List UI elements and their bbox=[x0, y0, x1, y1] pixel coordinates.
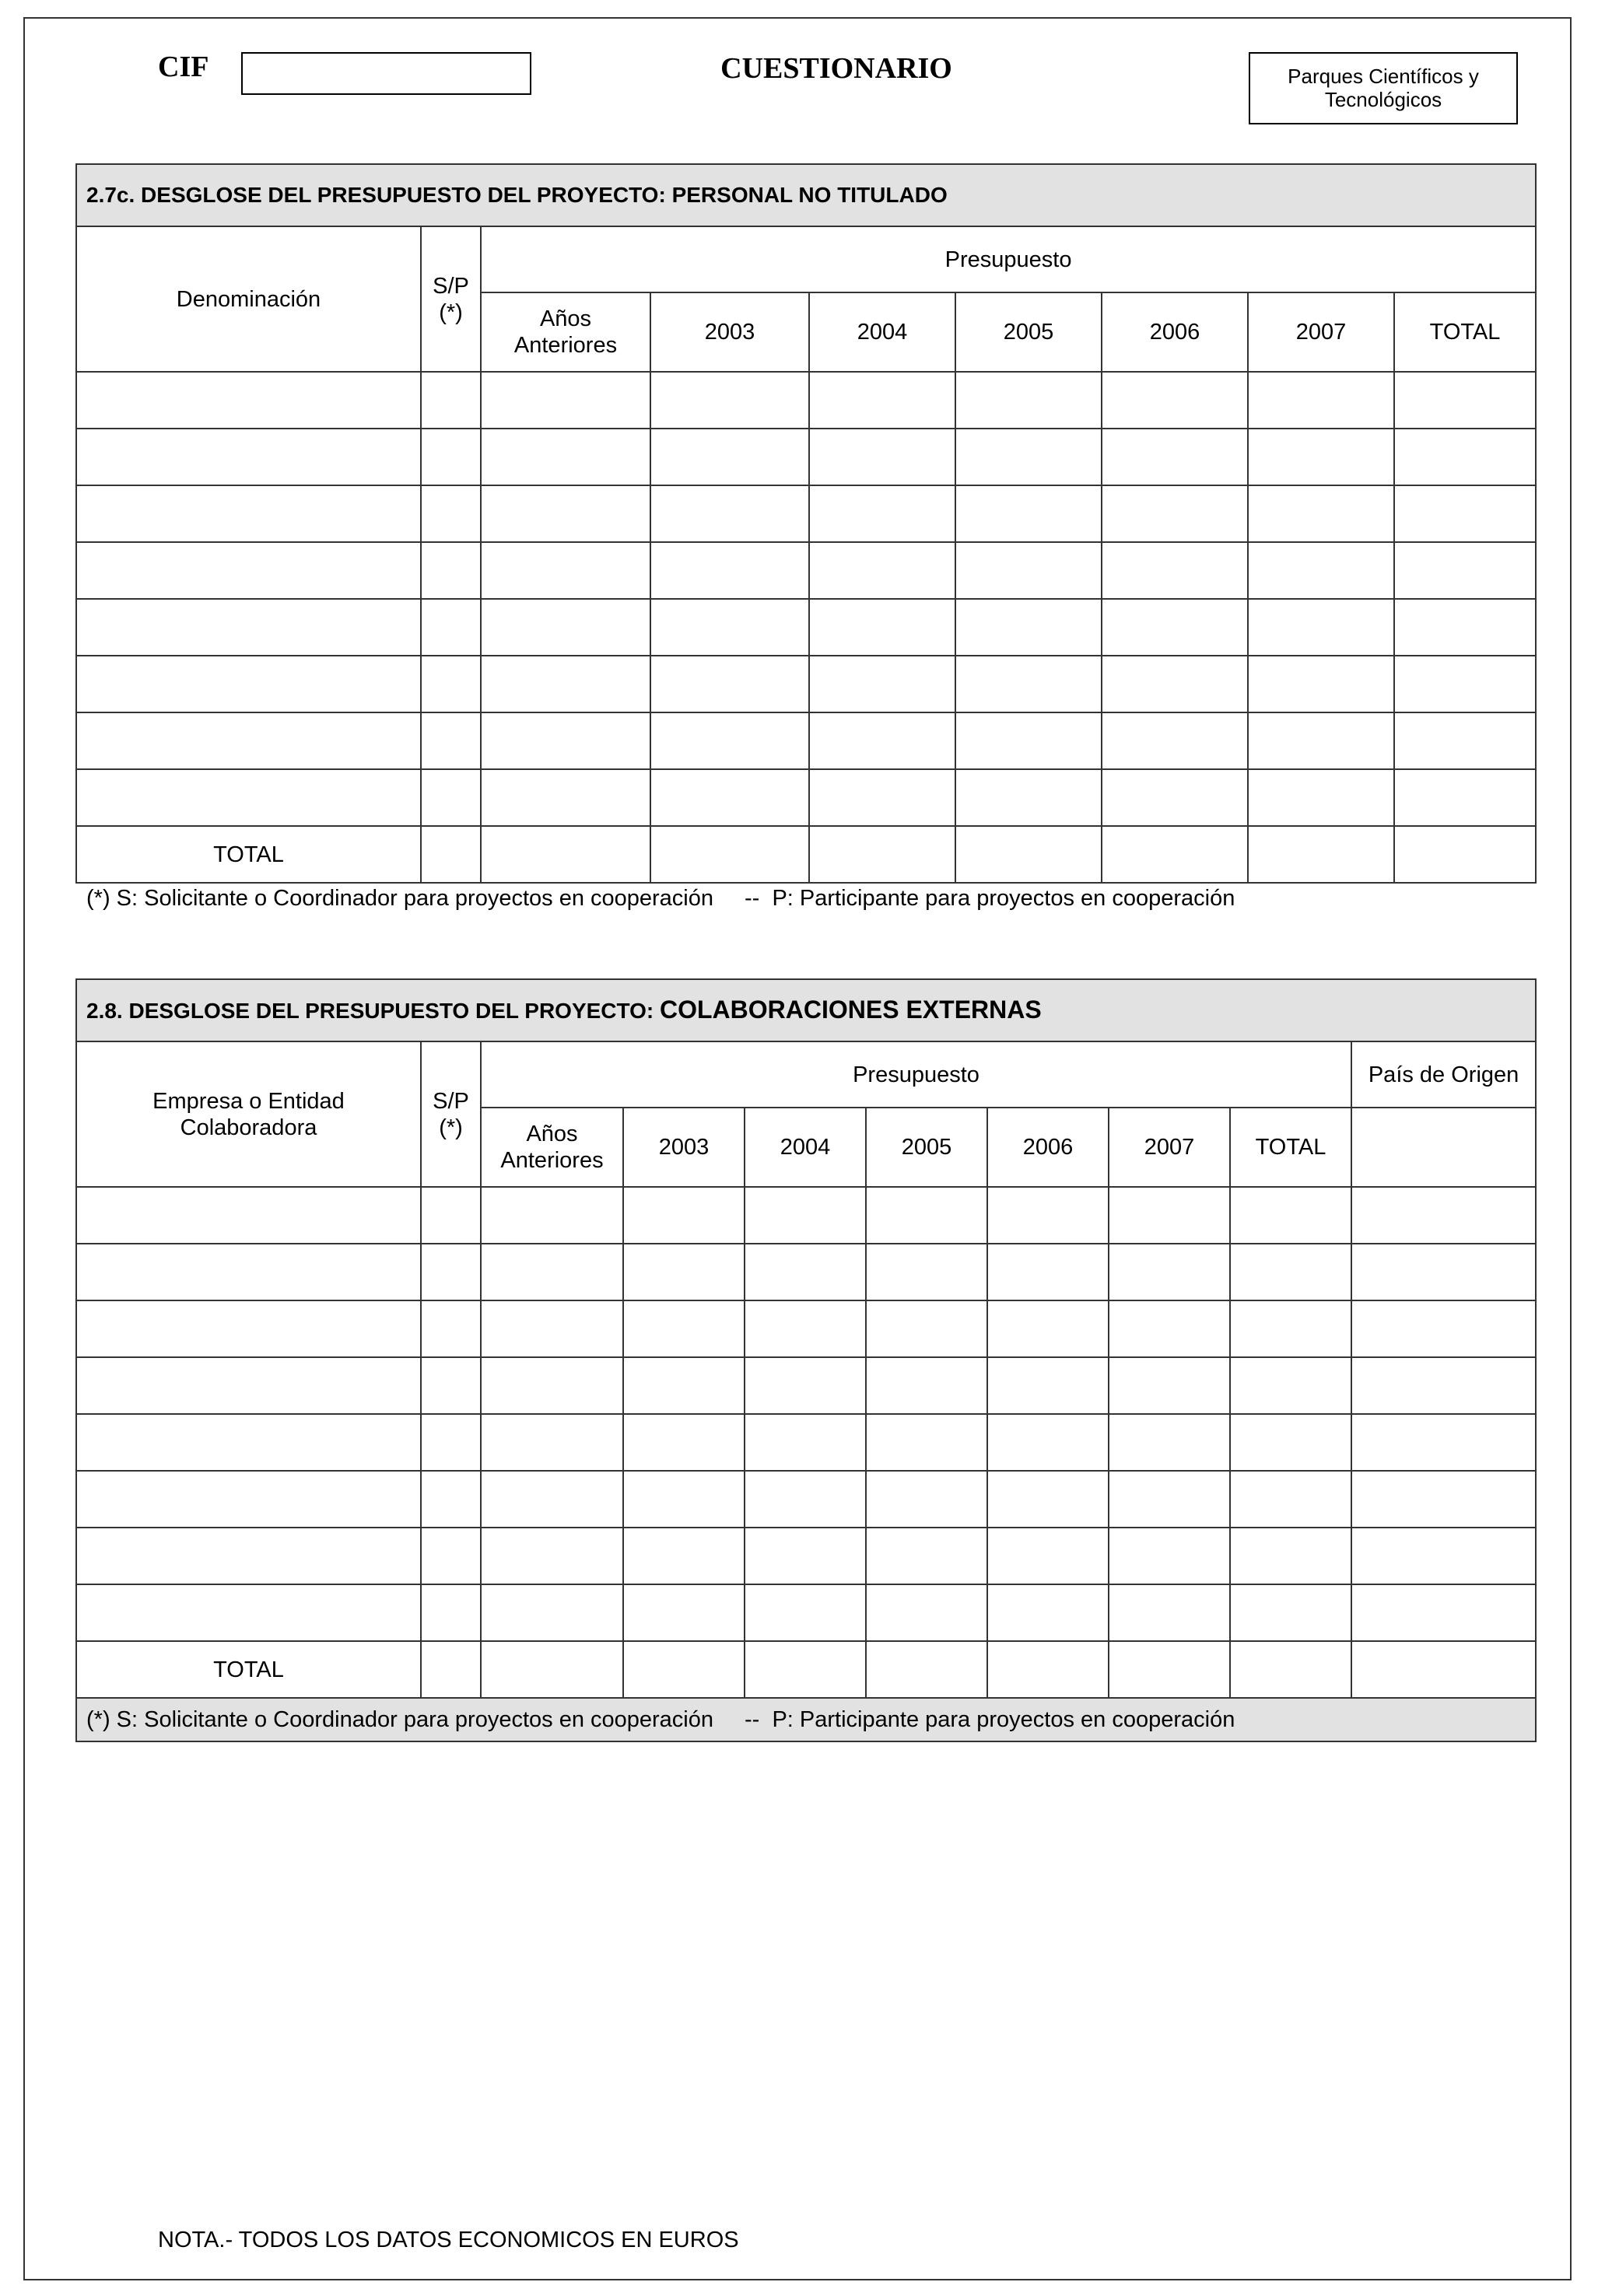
table-cell[interactable] bbox=[623, 1584, 745, 1641]
table-cell[interactable] bbox=[809, 599, 955, 656]
table-cell[interactable] bbox=[866, 1300, 987, 1357]
table-cell[interactable] bbox=[809, 542, 955, 599]
table-cell[interactable] bbox=[421, 1471, 481, 1528]
table-cell[interactable] bbox=[76, 429, 421, 485]
table-cell[interactable] bbox=[421, 1300, 481, 1357]
table-cell[interactable] bbox=[987, 1187, 1109, 1244]
header-sp-line1: S/P bbox=[433, 1088, 469, 1114]
table-body bbox=[76, 1187, 1536, 1641]
header-year-2007: 2007 bbox=[1109, 1108, 1230, 1187]
table-cell[interactable] bbox=[1394, 599, 1536, 656]
table-cell[interactable] bbox=[650, 599, 809, 656]
table-cell[interactable] bbox=[1394, 429, 1536, 485]
table-cell[interactable] bbox=[1109, 1471, 1230, 1528]
table-cell[interactable] bbox=[1230, 1187, 1351, 1244]
table-cell[interactable] bbox=[481, 1584, 623, 1641]
table-cell[interactable] bbox=[76, 656, 421, 712]
table-cell[interactable] bbox=[1394, 712, 1536, 769]
table-cell[interactable] bbox=[481, 1300, 623, 1357]
table-cell[interactable] bbox=[1394, 542, 1536, 599]
table-row bbox=[76, 1187, 1536, 1244]
table-cell[interactable] bbox=[809, 372, 955, 429]
table-cell[interactable] bbox=[809, 656, 955, 712]
footnote-p: P: Participante para proyectos en cooperación bbox=[772, 1707, 1235, 1732]
table-cell[interactable] bbox=[1230, 1584, 1351, 1641]
table-cell[interactable] bbox=[987, 1357, 1109, 1414]
table-cell[interactable] bbox=[1394, 656, 1536, 712]
header-empresa-line2: Colaboradora bbox=[180, 1115, 317, 1140]
table-cell[interactable] bbox=[1230, 1357, 1351, 1414]
table-total-row bbox=[76, 1641, 1536, 1698]
table-cell[interactable] bbox=[76, 1187, 421, 1244]
table-cell[interactable] bbox=[481, 372, 650, 429]
header-year-2003: 2003 bbox=[650, 292, 809, 372]
table-row bbox=[76, 485, 1536, 542]
header-pais-origen: País de Origen bbox=[1351, 1041, 1536, 1108]
table-cell[interactable] bbox=[421, 542, 481, 599]
table-cell[interactable] bbox=[421, 429, 481, 485]
table-cell[interactable] bbox=[481, 542, 650, 599]
table-cell[interactable] bbox=[1230, 1641, 1351, 1698]
table-cell[interactable] bbox=[1230, 1300, 1351, 1357]
table-cell[interactable] bbox=[1248, 826, 1394, 883]
table-cell[interactable] bbox=[955, 485, 1102, 542]
table-cell[interactable] bbox=[421, 1187, 481, 1244]
table-cell[interactable] bbox=[481, 656, 650, 712]
table-cell[interactable] bbox=[987, 1244, 1109, 1300]
table-cell[interactable] bbox=[76, 1471, 421, 1528]
table-row bbox=[76, 429, 1536, 485]
table-cell[interactable] bbox=[650, 712, 809, 769]
table-cell[interactable] bbox=[623, 1300, 745, 1357]
table-cell[interactable] bbox=[623, 1641, 745, 1698]
table-row bbox=[76, 1471, 1536, 1528]
table-cell[interactable] bbox=[623, 1414, 745, 1471]
table-cell[interactable] bbox=[1230, 1414, 1351, 1471]
table-cell[interactable] bbox=[809, 485, 955, 542]
section-title-suffix: COLABORACIONES EXTERNAS bbox=[660, 996, 1042, 1024]
table-cell[interactable] bbox=[1248, 372, 1394, 429]
table-cell[interactable] bbox=[650, 429, 809, 485]
table-cell[interactable] bbox=[1102, 485, 1248, 542]
table-cell[interactable] bbox=[1351, 1414, 1536, 1471]
header-anos-anteriores bbox=[481, 1108, 623, 1187]
table-cell[interactable] bbox=[1102, 429, 1248, 485]
table-cell[interactable] bbox=[955, 599, 1102, 656]
footer-note: NOTA.- TODOS LOS DATOS ECONOMICOS EN EUROS bbox=[158, 2228, 739, 2252]
table-cell[interactable] bbox=[1351, 1300, 1536, 1357]
table-cell[interactable] bbox=[1351, 1187, 1536, 1244]
table-cell[interactable] bbox=[421, 656, 481, 712]
table-cell[interactable] bbox=[481, 1187, 623, 1244]
table-cell[interactable] bbox=[745, 1414, 866, 1471]
cif-label: CIF bbox=[158, 51, 209, 83]
table-cell[interactable] bbox=[76, 1414, 421, 1471]
table-cell[interactable] bbox=[421, 485, 481, 542]
header-empresa bbox=[76, 1041, 421, 1187]
table-cell[interactable] bbox=[745, 1187, 866, 1244]
table-cell[interactable] bbox=[481, 1471, 623, 1528]
table-cell[interactable] bbox=[866, 1414, 987, 1471]
table-cell[interactable] bbox=[1351, 1471, 1536, 1528]
footnote-section1 bbox=[86, 886, 1235, 912]
table-cell[interactable] bbox=[421, 1528, 481, 1584]
table-row bbox=[76, 1300, 1536, 1357]
table-row bbox=[76, 712, 1536, 769]
table-cell[interactable] bbox=[76, 542, 421, 599]
stamp-line-2: Tecnológicos bbox=[1324, 88, 1442, 111]
table-cell[interactable] bbox=[955, 542, 1102, 599]
table-cell[interactable] bbox=[650, 769, 809, 826]
footnote-separator: -- bbox=[745, 886, 760, 911]
footnote-s: (*) S: Solicitante o Coordinador para proyectos en cooperación bbox=[86, 1707, 714, 1732]
table-cell[interactable] bbox=[623, 1244, 745, 1300]
program-stamp-box bbox=[1249, 52, 1518, 124]
header-anos-line1: Años bbox=[526, 1122, 578, 1146]
table-cell[interactable] bbox=[1109, 1187, 1230, 1244]
table-body bbox=[76, 372, 1536, 826]
table-cell[interactable] bbox=[745, 1244, 866, 1300]
header-year-2005: 2005 bbox=[955, 292, 1102, 372]
table-cell[interactable] bbox=[421, 599, 481, 656]
header-year-2004: 2004 bbox=[809, 292, 955, 372]
table-row bbox=[76, 1414, 1536, 1471]
table-cell[interactable] bbox=[1248, 769, 1394, 826]
header-denominacion: Denominación bbox=[76, 226, 421, 372]
table-total-row bbox=[76, 826, 1536, 883]
table-cell[interactable] bbox=[866, 1584, 987, 1641]
table-cell[interactable] bbox=[1248, 599, 1394, 656]
table-cell[interactable] bbox=[421, 826, 481, 883]
table-cell[interactable] bbox=[1102, 712, 1248, 769]
table-cell[interactable] bbox=[987, 1528, 1109, 1584]
table-cell[interactable] bbox=[745, 1528, 866, 1584]
table-row bbox=[76, 1528, 1536, 1584]
table-cell[interactable] bbox=[1351, 1641, 1536, 1698]
table-cell[interactable] bbox=[76, 599, 421, 656]
table-cell[interactable] bbox=[1102, 826, 1248, 883]
table-cell[interactable] bbox=[623, 1471, 745, 1528]
header-total: TOTAL bbox=[1230, 1108, 1351, 1187]
table-cell[interactable] bbox=[987, 1414, 1109, 1471]
stamp-line-1: Parques Científicos y bbox=[1288, 65, 1479, 88]
table-cell[interactable] bbox=[955, 712, 1102, 769]
table-cell[interactable] bbox=[76, 485, 421, 542]
table-cell[interactable] bbox=[421, 712, 481, 769]
table-cell[interactable] bbox=[481, 1244, 623, 1300]
header-year-2003: 2003 bbox=[623, 1108, 745, 1187]
table-cell[interactable] bbox=[866, 1244, 987, 1300]
table-cell[interactable] bbox=[866, 1357, 987, 1414]
budget-table-personal bbox=[75, 163, 1537, 884]
header-presupuesto: Presupuesto bbox=[481, 1041, 1351, 1108]
table-cell[interactable] bbox=[421, 1244, 481, 1300]
table-cell[interactable] bbox=[421, 372, 481, 429]
header-year-2004: 2004 bbox=[745, 1108, 866, 1187]
header-year-2006: 2006 bbox=[1102, 292, 1248, 372]
table-cell[interactable] bbox=[1102, 769, 1248, 826]
table-cell[interactable] bbox=[76, 712, 421, 769]
table-cell[interactable] bbox=[809, 712, 955, 769]
table-cell[interactable] bbox=[1102, 656, 1248, 712]
table-cell[interactable] bbox=[1394, 485, 1536, 542]
table-cell[interactable] bbox=[421, 1641, 481, 1698]
table-cell[interactable] bbox=[650, 826, 809, 883]
header-pais-blank bbox=[1351, 1108, 1536, 1187]
table-cell[interactable] bbox=[650, 372, 809, 429]
table-cell[interactable] bbox=[809, 826, 955, 883]
table-cell[interactable] bbox=[76, 372, 421, 429]
footnote-s: (*) S: Solicitante o Coordinador para proyectos en cooperación bbox=[86, 886, 714, 911]
table-cell[interactable] bbox=[1109, 1528, 1230, 1584]
table-cell[interactable] bbox=[1351, 1584, 1536, 1641]
section-title: 2.7c. DESGLOSE DEL PRESUPUESTO DEL PROYECTO: PERSONAL NO TITULADO bbox=[76, 164, 1536, 226]
table-row bbox=[76, 542, 1536, 599]
table-cell[interactable] bbox=[76, 1244, 421, 1300]
table-cell[interactable] bbox=[745, 1471, 866, 1528]
table-cell[interactable] bbox=[1102, 372, 1248, 429]
table-cell[interactable] bbox=[481, 826, 650, 883]
table-cell[interactable] bbox=[809, 769, 955, 826]
table-row bbox=[76, 769, 1536, 826]
table-cell[interactable] bbox=[866, 1187, 987, 1244]
table-row bbox=[76, 599, 1536, 656]
table-cell[interactable] bbox=[481, 1641, 623, 1698]
table-cell[interactable] bbox=[421, 1357, 481, 1414]
header-empresa-line1: Empresa o Entidad bbox=[152, 1088, 345, 1114]
table-cell[interactable] bbox=[987, 1641, 1109, 1698]
table-cell[interactable] bbox=[987, 1471, 1109, 1528]
table-cell[interactable] bbox=[866, 1471, 987, 1528]
footnote-separator: -- bbox=[745, 1707, 760, 1732]
table-cell[interactable] bbox=[955, 826, 1102, 883]
table-cell[interactable] bbox=[481, 769, 650, 826]
table-row bbox=[76, 1357, 1536, 1414]
section-title-prefix: 2.8. DESGLOSE DEL PRESUPUESTO DEL PROYECTO: bbox=[86, 999, 654, 1023]
table-cell[interactable] bbox=[481, 429, 650, 485]
header-sp-line1: S/P bbox=[433, 273, 469, 299]
table-cell[interactable] bbox=[866, 1641, 987, 1698]
table-row bbox=[76, 656, 1536, 712]
section-title bbox=[76, 979, 1536, 1041]
header-presupuesto: Presupuesto bbox=[481, 226, 1536, 292]
table-cell[interactable] bbox=[1109, 1414, 1230, 1471]
table-cell[interactable] bbox=[1109, 1641, 1230, 1698]
table-cell[interactable] bbox=[955, 656, 1102, 712]
table-cell[interactable] bbox=[1248, 485, 1394, 542]
table-cell[interactable] bbox=[481, 1528, 623, 1584]
header-anos-line2: Anteriores bbox=[500, 1148, 604, 1173]
table-cell[interactable] bbox=[955, 429, 1102, 485]
table-cell[interactable] bbox=[650, 656, 809, 712]
table-cell[interactable] bbox=[1248, 429, 1394, 485]
table-cell[interactable] bbox=[421, 1414, 481, 1471]
table-cell[interactable] bbox=[955, 769, 1102, 826]
table-cell[interactable] bbox=[1394, 826, 1536, 883]
header-sp bbox=[421, 1041, 481, 1187]
table-cell[interactable] bbox=[745, 1584, 866, 1641]
table-cell[interactable] bbox=[1248, 656, 1394, 712]
table-cell[interactable] bbox=[1351, 1357, 1536, 1414]
table-cell[interactable] bbox=[1230, 1244, 1351, 1300]
header-anos-line2: Anteriores bbox=[513, 333, 618, 358]
header-year-2006: 2006 bbox=[987, 1108, 1109, 1187]
table-row bbox=[76, 1244, 1536, 1300]
table-cell[interactable] bbox=[809, 429, 955, 485]
table-cell[interactable] bbox=[745, 1357, 866, 1414]
budget-table-colaboraciones bbox=[75, 978, 1537, 1742]
table-cell[interactable] bbox=[650, 542, 809, 599]
footnote-p: P: Participante para proyectos en cooperación bbox=[772, 886, 1235, 911]
table-cell[interactable] bbox=[421, 769, 481, 826]
table-cell[interactable] bbox=[481, 712, 650, 769]
table-cell[interactable] bbox=[745, 1300, 866, 1357]
table-cell[interactable] bbox=[650, 485, 809, 542]
total-row-label: TOTAL bbox=[76, 826, 421, 883]
table-cell[interactable] bbox=[987, 1584, 1109, 1641]
total-row-label: TOTAL bbox=[76, 1641, 421, 1698]
table-cell[interactable] bbox=[481, 599, 650, 656]
table-cell[interactable] bbox=[1109, 1244, 1230, 1300]
table-cell[interactable] bbox=[76, 1528, 421, 1584]
table-cell[interactable] bbox=[1109, 1300, 1230, 1357]
table-cell[interactable] bbox=[1248, 712, 1394, 769]
header-sp-line2: (*) bbox=[439, 299, 463, 325]
table-cell[interactable] bbox=[955, 372, 1102, 429]
table-row bbox=[76, 1584, 1536, 1641]
table-cell[interactable] bbox=[1109, 1357, 1230, 1414]
table-cell[interactable] bbox=[1230, 1528, 1351, 1584]
table-cell[interactable] bbox=[1394, 769, 1536, 826]
table-cell[interactable] bbox=[987, 1300, 1109, 1357]
table-cell[interactable] bbox=[1102, 542, 1248, 599]
table-cell[interactable] bbox=[1230, 1471, 1351, 1528]
header-sp-line2: (*) bbox=[439, 1115, 463, 1140]
table-cell[interactable] bbox=[76, 1584, 421, 1641]
table-cell[interactable] bbox=[745, 1641, 866, 1698]
table-cell[interactable] bbox=[481, 1414, 623, 1471]
table-cell[interactable] bbox=[1109, 1584, 1230, 1641]
table-cell[interactable] bbox=[1351, 1528, 1536, 1584]
table-cell[interactable] bbox=[481, 485, 650, 542]
table-row bbox=[76, 372, 1536, 429]
document-title: CUESTIONARIO bbox=[720, 52, 952, 85]
table-cell[interactable] bbox=[76, 1300, 421, 1357]
header-anos-anteriores bbox=[481, 292, 650, 372]
table-cell[interactable] bbox=[623, 1187, 745, 1244]
table-cell[interactable] bbox=[1102, 599, 1248, 656]
footnote-section2 bbox=[76, 1698, 1536, 1741]
header-year-2007: 2007 bbox=[1248, 292, 1394, 372]
header-anos-line1: Años bbox=[539, 306, 592, 331]
header-year-2005: 2005 bbox=[866, 1108, 987, 1187]
table-cell[interactable] bbox=[866, 1528, 987, 1584]
table-cell[interactable] bbox=[1248, 542, 1394, 599]
table-cell[interactable] bbox=[76, 1357, 421, 1414]
header-sp bbox=[421, 226, 481, 372]
table-cell[interactable] bbox=[623, 1528, 745, 1584]
table-cell[interactable] bbox=[1394, 372, 1536, 429]
table-cell[interactable] bbox=[481, 1357, 623, 1414]
table-cell[interactable] bbox=[76, 769, 421, 826]
table-cell[interactable] bbox=[421, 1584, 481, 1641]
header-total: TOTAL bbox=[1394, 292, 1536, 372]
table-cell[interactable] bbox=[623, 1357, 745, 1414]
table-cell[interactable] bbox=[1351, 1244, 1536, 1300]
